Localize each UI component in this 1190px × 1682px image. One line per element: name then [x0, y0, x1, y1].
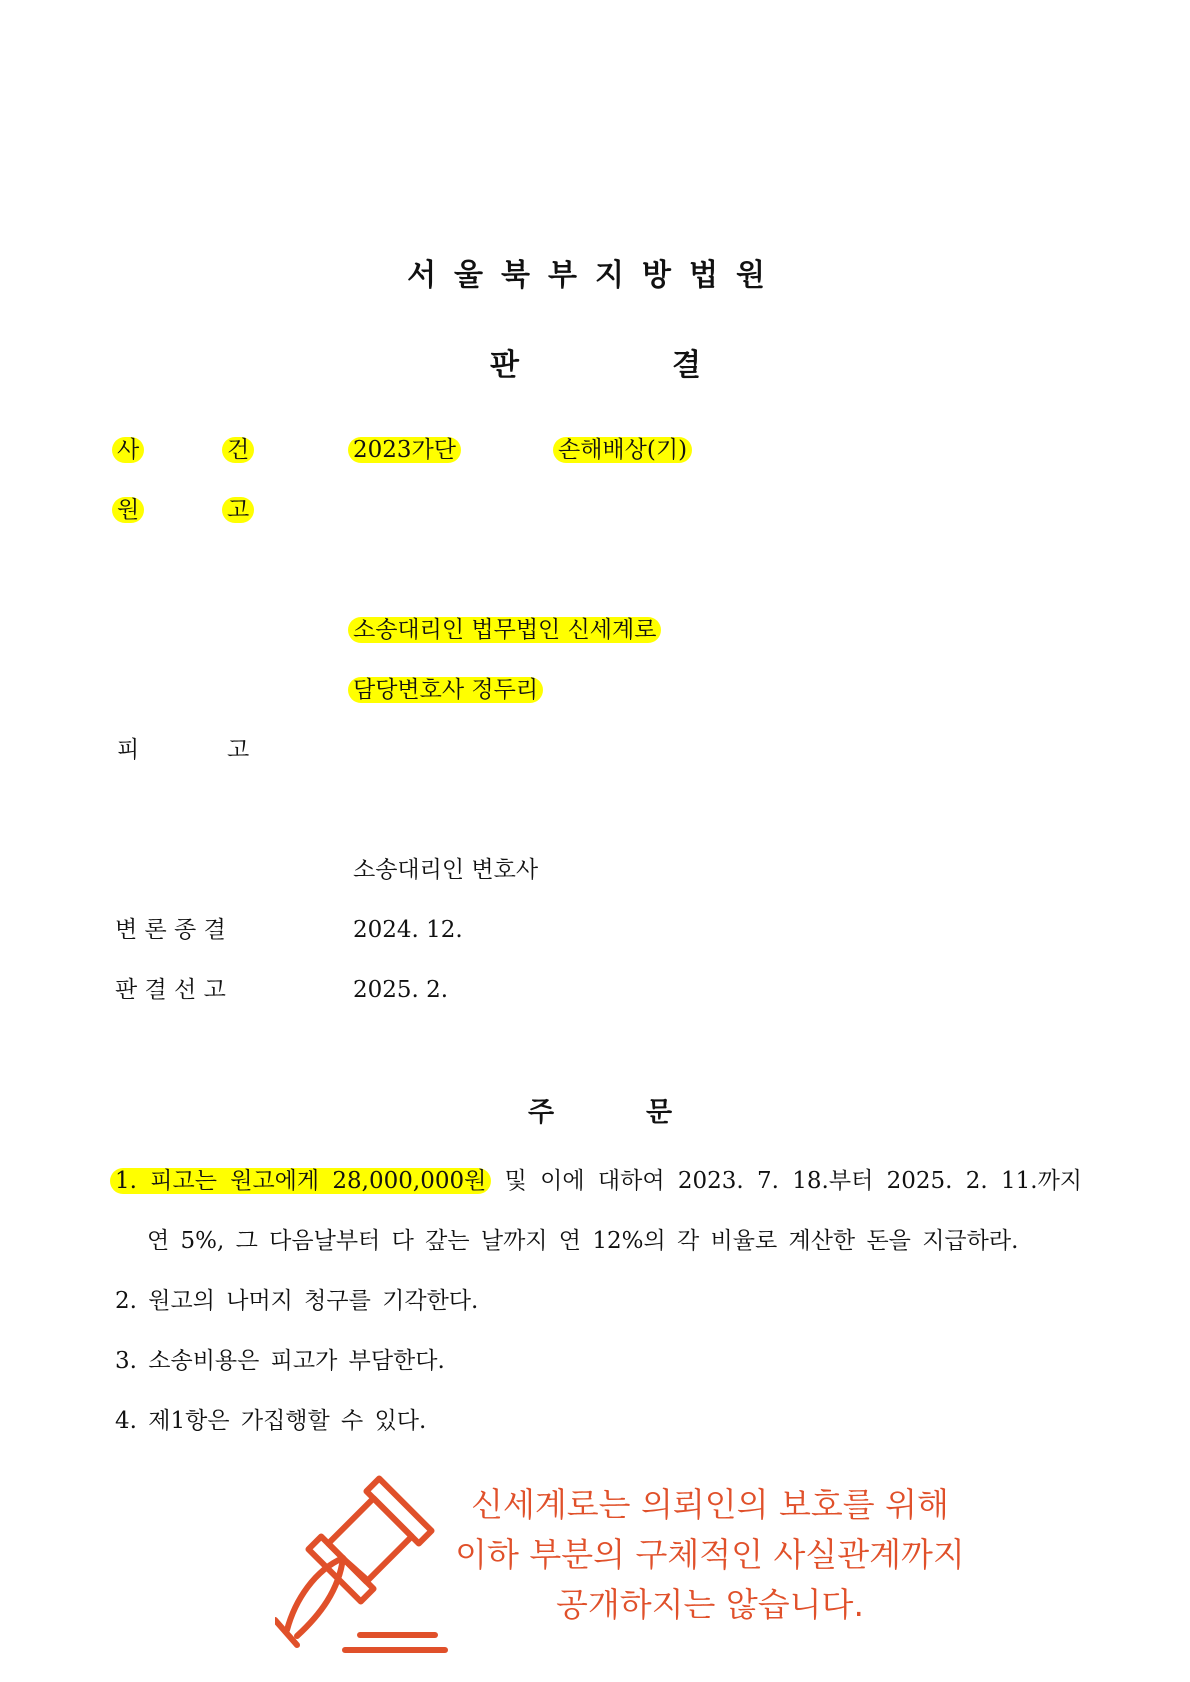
case-number: 2023가단 [353, 434, 461, 466]
doc-title-left: 판 [490, 348, 519, 383]
closing-date: 2024. 12. [353, 917, 463, 943]
plaintiff-label-a: 원 [117, 494, 144, 526]
plaintiff-label-b: 고 [227, 494, 254, 526]
case-name: 손해배상(기) [558, 434, 692, 466]
verdict-date: 2025. 2. [353, 977, 449, 1003]
court-name: 서울북부지방법원 [407, 258, 783, 293]
order-item-4: 4. 제1항은 가집행할 수 있다. [115, 1408, 427, 1434]
order-item-1-rest: 및 이에 대하여 2023. 7. 18.부터 2025. 2. 11.까지 [491, 1168, 1083, 1194]
gavel-icon [275, 1470, 455, 1664]
case-label-b: 건 [227, 434, 254, 466]
order-item-1 [115, 1165, 1082, 1197]
case-label-a: 사 [117, 434, 144, 466]
order-heading-right: 문 [646, 1097, 673, 1128]
order-heading-left: 주 [528, 1097, 555, 1128]
defendant-label-a: 피 [117, 737, 140, 763]
plaintiff-attorney: 담당변호사 정두리 [353, 674, 543, 706]
order-item-1-line2: 연 5%, 그 다음날부터 다 갚는 날까지 연 12%의 각 비율로 계산한 돈을 지급하라. [147, 1228, 1019, 1254]
privacy-notice [440, 1480, 980, 1630]
defendant-agent: 소송대리인 변호사 [353, 857, 539, 883]
doc-title-right: 결 [672, 348, 701, 383]
closing-label: 변 론 종 결 [115, 917, 226, 943]
order-item-2: 2. 원고의 나머지 청구를 기각한다. [115, 1288, 479, 1314]
verdict-label: 판 결 선 고 [115, 977, 226, 1003]
defendant-label-b: 고 [227, 737, 250, 763]
order-item-1-highlight: 1. 피고는 원고에게 28,000,000원 [110, 1168, 491, 1194]
notice-line-3: 공개하지는 않습니다. [556, 1585, 864, 1624]
notice-line-1: 신세계로는 의뢰인의 보호를 위해 [471, 1485, 949, 1524]
plaintiff-agent: 소송대리인 법무법인 신세계로 [353, 614, 661, 646]
notice-line-2: 이하 부분의 구체적인 사실관계까지 [455, 1535, 965, 1574]
order-item-3: 3. 소송비용은 피고가 부담한다. [115, 1348, 445, 1374]
